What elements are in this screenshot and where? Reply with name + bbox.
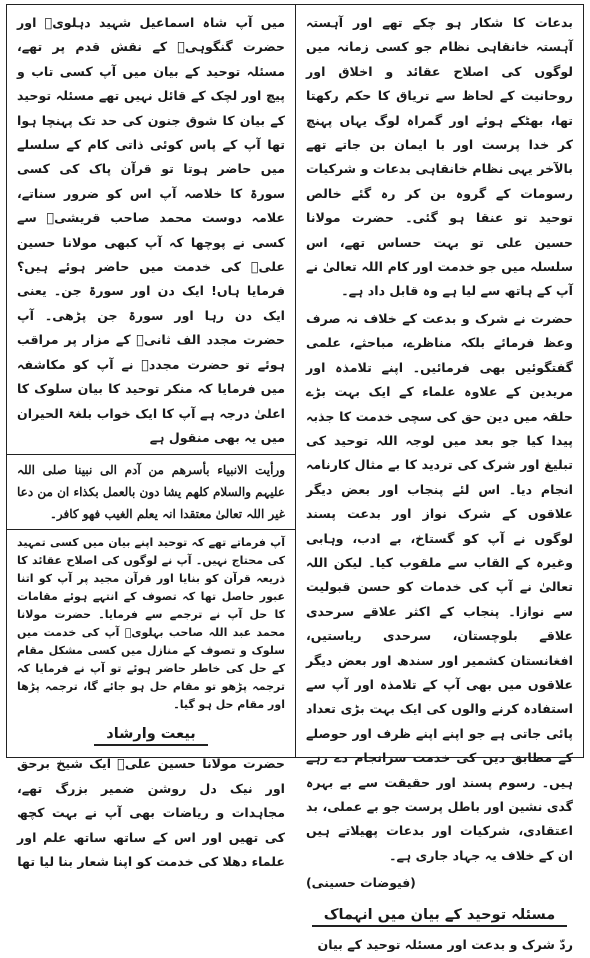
divider-rule <box>7 454 295 455</box>
left-paragraph-3: آپ فرماتے تھے کہ توحید اپنے بیان میں کسی تمہید کی محتاج نہیں۔ آپ نے لوگوں کی اصلاح عقائد کا ذریعہ قرآن کو بنایا اور قرآن مجید پر آپ کو اتنا عبور حاصل تھا کہ تصوف کے انتہے ہوئے مقامات کا حل آپ نے ترجمے سے فرمایا۔ حضرت مولانا محمد عبد اللہ صاحب بہلویؒ آپ کی خدمت میں سلوک و تصوف کے منازل میں کسی مشکل مقام کے حل کی خاطر حاضر ہوئے تو آپ نے فرمایا کہ ترجمہ پڑھو تو مقام حل ہو جائے گا، ترجمہ پڑھا اور مقام حل ہو گیا۔ <box>17 536 285 712</box>
left-paragraph-1: میں آپ شاہ اسماعیل شہید دہلویؒ اور حضرت گنگوہیؒ کے نقش قدم پر تھے، مسئلہ توحید کے بیان میں آپ کسی تاب و پیچ اور لچک کے قائل نہیں تھے مسئلہ توحید کے بیان کا شوق جنون کی حد تک پہنچا ہوا تھا آپ کے پاس کوئی ذاتی کام کے سلسلے میں حاضر ہوتا تو قرآن پاک کی کسی سورۃ کا خلاصہ آپ اس کو ضرور سناتے، علامہ دوست محمد صاحب قریشیؒ سے کسی نے پوچھا کہ آپ کبھی مولانا حسین علیؒ کی خدمت میں حاضر ہوئے ہیں؟ فرمایا ہاں! ایک دن اور سورۃ جن۔ یعنی ایک دن رہا اور سورۃ جن پڑھی۔ آپ حضرت مجدد الف ثانیؒ کے مزار پر مراقب ہوئے تو حضرت مجددؒ نے آپ کو مکاشفہ میں فرمایا کہ منکر توحید کا بیان سلوک کا اعلیٰ درجہ ہے آپ کا ایک خواب بلغۃ الحیران میں یہ بھی منقول ہے <box>17 15 285 445</box>
bay-at-section-heading-text: بیعت وارشاد <box>94 726 207 746</box>
document-page <box>6 4 584 953</box>
right-paragraph-2: حضرت نے شرک و بدعت کے خلاف نہ صرف وعظ فرمائے بلکہ مناظرے، مباحثے، علمی گفتگوئیں بھی فرمائیں۔ اپنے تلامذہ اور مریدین کے علاوہ علماء کے ایک بہت بڑے حلقہ میں دین حق کی سچی خدمت کا جذبہ پیدا کیا جو بعد میں لوجہ اللہ توحید کی تبلیغ اور شرک کی تردید کا بے مثال کارنامہ انجام دیا۔ اس لئے پنجاب اور بعض دیگر علاقوں کے شرک نواز اور بدعت پسند لوگوں نے آپ کو گستاخ، بے ادب، وہابی وغیرہ کے القاب سے ملقوب کیا۔ لیکن اللہ تعالیٰ نے آپ کی خدمات کو حسن قبولیت سے نوازا۔ پنجاب کے اکثر علاقے سرحدی علاقے بلوچستان، سرحدی ریاستیں، افغانستان کشمیر اور سندھ اور بعض دیگر علاقوں میں بھی آپ کے تلامذہ اور آپ سے استفادہ کرنے والوں کی ایک بہت بڑی تعداد پائی جاتی ہے جو اپنے اپنے ظرف اور حوصلے کے مطابق دین کی خدمت سرانجام دے رہے ہیں۔ رسوم پسند اور حقیقت سے بے بہرہ گدی نشین اور باطل پرست جو بے عملی، بد اعتقادی، شرکیات اور بدعات پھیلاتے ہیں ان کے خلاف یہ جہاد جاری ہے۔ <box>306 310 573 863</box>
tawheed-section-heading-text: مسئلہ توحید کے بیان میں انہماک <box>312 907 568 927</box>
bay-at-paragraph: حضرت مولانا حسین علیؒ ایک شیخ برحق اور نیک دل روشن ضمیر بزرگ تھے، مجاہدات و ریاضات بھی آپ نے بہت کچھ کی تھیں اور اس کے ساتھ ساتھ علم اور علماء دھلا کی خدمت کو اپنا شعار بنا لیا تھا <box>17 756 285 869</box>
divider-rule <box>7 529 295 530</box>
tawheed-section-heading <box>306 905 573 925</box>
right-final-line: ردّ شرک و بدعت اور مسئلہ توحید کے بیان <box>317 937 573 953</box>
right-column <box>295 5 583 953</box>
bay-at-section-heading <box>17 724 285 744</box>
right-paragraph-1: بدعات کا شکار ہو چکے تھے اور آہستہ آہستہ خانقاہی نظام جو کسی زمانہ میں لوگوں کی اصلاح عقائد و اخلاق اور روحانیت کے لحاظ سے تریاق کا حکم رکھتا تھا، بھٹکے ہوئے اور گمراہ لوگ یہاں پہنچ کر خدا پرست اور با ایمان بن جاتے تھے بالآخر یہی نظام خانقاہی بدعات و شرکیات رسومات کے گروہ بن کر رہ گئے خالص توحید تو عنقا ہو گئی۔ حضرت مولانا حسین علی تو بہت حساس تھے، اس سلسلہ میں جو خدمت اور کام اللہ تعالیٰ نے آپ کے ہاتھ سے لیا ہے وہ قابل داد ہے۔ <box>306 15 573 299</box>
arabic-quote: ورأیت الانبیاء بأسرھم من آدم الی نبینا صلی اللہ علیہم والسلام کلھم یشا دون بالعمل بکذاء ان من دعا غیر اللہ تعالیٰ معتقدا انہ یعلم الغیب فھو کافر۔ <box>17 463 285 522</box>
source-signature: (فیوضات حسینی) <box>306 875 416 891</box>
left-column <box>7 5 295 869</box>
